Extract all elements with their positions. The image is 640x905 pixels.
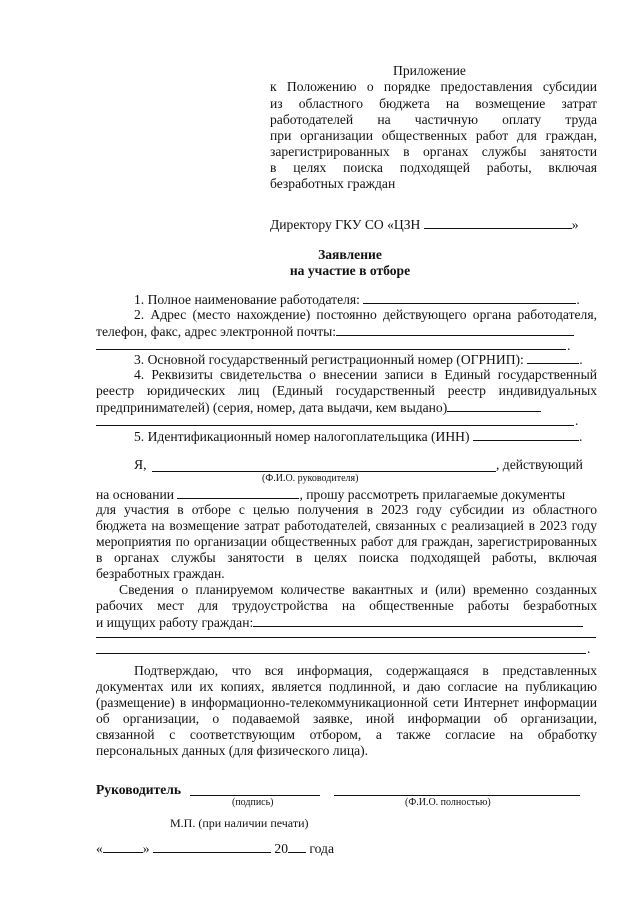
confirm-line: Подтверждаю, что вся информация, содержащаяся в представленных <box>134 663 597 678</box>
confirm-line: персональных данных (для физического лица). <box>96 743 369 758</box>
vacancies-line: Сведения о планируемом количестве вакантных и (или) временно созданных <box>119 582 597 597</box>
vacancies-line: рабочих мест для трудоустройства на общественные работы безработных <box>96 598 597 613</box>
addressee <box>270 216 579 233</box>
year-suffix: года <box>309 841 334 856</box>
confirm-line: связанной с соответствующим отбором, а также согласие на обработку <box>96 727 597 742</box>
employer-name-input[interactable] <box>363 291 576 304</box>
address-input[interactable] <box>336 323 574 336</box>
signature-fio-input[interactable] <box>334 795 580 796</box>
appendix-line: к Положению о порядке предоставления субсидии <box>270 79 597 94</box>
form-subtitle: на участие в отборе <box>289 263 411 278</box>
field-address-label-line1: 2. Адрес (место нахождение) постоянно действующего органа работодателя, <box>134 307 597 322</box>
date-line <box>96 840 334 857</box>
seal-note: М.П. (при наличии печати) <box>170 816 309 830</box>
date-day-input[interactable] <box>103 840 143 853</box>
fio-caption: (Ф.И.О. руководителя) <box>262 473 359 484</box>
statement-i-label: Я, <box>134 457 147 472</box>
statement-line: мероприятия по организации общественных работ для граждан, зарегистрированных <box>96 534 597 549</box>
statement-line: бюджета на возмещение затрат работодателей, связанных с реализацией в 2023 году <box>96 518 597 533</box>
signature-label: Руководитель <box>96 782 182 797</box>
field-dot: . <box>567 338 571 353</box>
field-dot: . <box>578 429 583 444</box>
statement-line: для участия в отборе с целью получения в 2023 году субсидии из областного <box>96 502 597 517</box>
appendix-line: из областного бюджета на возмещение затрат <box>270 96 597 111</box>
year-prefix: 20 <box>274 841 288 856</box>
address-input-continuation[interactable] <box>96 349 566 350</box>
signature-caption: (подпись) <box>232 797 274 808</box>
date-open-quote: « <box>96 841 103 856</box>
appendix-line: работодателей на частичную оплату труда <box>270 112 597 127</box>
statement-line: в органах службы занятости в целях поиска подходящей работы, включая <box>96 550 597 565</box>
field-inn <box>134 428 582 445</box>
field-certificate-line2: реестр юридических лиц (Единый государственный реестр индивидуальных <box>96 383 597 398</box>
field-ogrnip <box>134 351 583 368</box>
year-input[interactable] <box>288 840 306 853</box>
appendix-title: Приложение <box>393 63 466 78</box>
director-name-field[interactable] <box>424 216 572 229</box>
field-certificate-line1: 4. Реквизиты свидетельства о внесении записи в Единый государственный <box>134 367 597 382</box>
confirm-line: (размещение) в информационно-телекоммуникационной сети Интернет информации <box>96 695 597 710</box>
signature-input[interactable] <box>190 795 320 796</box>
field-address-label-line2: телефон, факс, адрес электронной почты: <box>96 324 337 339</box>
field-dot: . <box>587 641 591 656</box>
field-certificate-line3 <box>96 399 541 416</box>
addressee-suffix: » <box>571 217 579 232</box>
basis-input[interactable] <box>177 486 299 499</box>
confirm-line: об организации, о подаваемой заявке, иной информации об организации, <box>96 711 597 726</box>
manager-fio-input[interactable] <box>152 471 496 472</box>
appendix-line: в целях поиска подходящей работы, включая <box>270 160 597 175</box>
field-employer-name-label: 1. Полное наименование работодателя: <box>134 292 360 307</box>
field-employer-name <box>134 291 580 308</box>
appendix-line: при организации общественных работ для граждан, <box>270 128 597 143</box>
date-month-input[interactable] <box>153 840 271 853</box>
statement-acting: , действующий <box>496 457 583 472</box>
vacancies-input[interactable] <box>253 614 583 627</box>
appendix-line: зарегистрированных в органах службы занятости <box>270 144 597 159</box>
confirm-line: документах или их копиях, является подлинной, и даю согласие на публикацию <box>96 679 597 694</box>
field-ogrnip-label: 3. Основной государственный регистрационный номер (ОГРНИП): <box>134 352 524 367</box>
field-dot: . <box>576 292 580 307</box>
field-dot: . <box>579 352 583 367</box>
form-title: Заявление <box>318 247 382 262</box>
certificate-input-continuation[interactable] <box>96 425 574 426</box>
field-inn-label: 5. Идентификационный номер налогоплательщика (ИНН) <box>134 429 470 444</box>
statement-basis-line <box>96 486 565 503</box>
ogrnip-input[interactable] <box>527 351 579 364</box>
vacancies-input-continuation[interactable] <box>96 637 596 638</box>
vacancies-line3 <box>96 614 583 631</box>
field-address-line2 <box>96 323 574 340</box>
statement-basis-label: на основании <box>96 487 175 502</box>
field-certificate-label: предпринимателей) (серия, номер, дата выдачи, кем выдано) <box>96 400 448 415</box>
field-dot: . <box>575 413 579 428</box>
statement-line: безработных граждан. <box>96 566 225 581</box>
date-close-quote: » <box>142 841 150 856</box>
vacancies-input-continuation[interactable] <box>96 653 586 654</box>
signature-fio-caption: (Ф.И.О. полностью) <box>405 797 491 808</box>
certificate-input[interactable] <box>447 399 541 412</box>
vacancies-label: и ищущих работу граждан: <box>96 615 254 630</box>
appendix-line: безработных граждан <box>270 176 396 191</box>
inn-input[interactable] <box>473 428 579 441</box>
addressee-prefix: Директору ГКУ СО «ЦЗН <box>270 217 421 232</box>
statement-request: , прошу рассмотреть прилагаемые документы <box>299 487 566 502</box>
